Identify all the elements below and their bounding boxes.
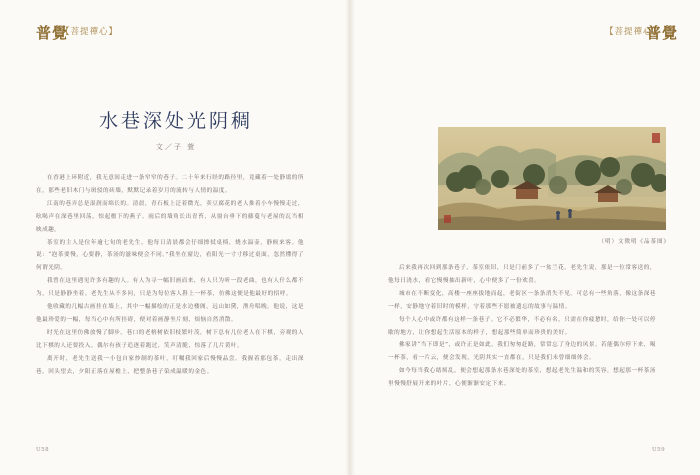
right-body-text [388, 262, 656, 391]
right-page [350, 0, 700, 475]
section-tag: 【菩提禪心】 [605, 27, 663, 37]
paragraph: 江南的巷弄总是湿润而绵长的。清晨，青石板上泛着微光，卖豆腐花的老人推着小车慢慢走过，吆喝声在深巷里回荡，惊起檐下的燕子。雨后的墙角长出青苔，从窗台垂下的藤蔓与老屋的瓦当相映成趣。 [36, 200, 304, 233]
paragraph: 在香港上环附近，我无意间走进一条窄窄的巷子。二十年来行经的路径里，竟藏着一处静谧的所在，那些老旧木门与斑驳的砖墙，默默记录着岁月的流转与人情的温度。 [36, 175, 304, 194]
paragraph: 茶室的主人是位年逾七旬的老先生，他每日清晨都会仔细擦拭桌椅，烧水温壶，静候来客。他说：“泡茶要慢，心要静，茶汤的滋味便会不同。”我坐在窗边，看阳光一寸寸移过桌面，忽然懂得了何谓光阴。 [36, 239, 304, 272]
paragraph: 他收藏的几幅古画挂在墙上，其中一幅描绘的正是水边楼阁，远山如黛，渔舟唱晚。他说，这是他最珍爱的一幅，每当心中有所挂碍，便对着画静坐片刻，烦恼自然消散。 [36, 304, 304, 323]
section-tag: 【菩提禪心】 [61, 27, 119, 37]
magazine-logo: 普覺 [36, 24, 69, 42]
page-number-right: U59 [652, 447, 666, 453]
article-byline: 文／子 萱 [155, 143, 197, 151]
paragraph: 城市在不断变化，高楼一座座拔地而起，老街区一条条消失不见。可总有一些角落，像这条深巷一样，安静地守着旧时的模样，守着那些不愿被遗忘的故事与温情。 [388, 290, 656, 310]
paragraph: 后来我再次回到那条巷子，茶室依旧，只是门前多了一盆兰花。老先生说，那是一位常客送的，他每日浇水，看它慢慢抽出新叶，心中便多了一份欢喜。 [388, 265, 656, 284]
paragraph: 时光在这里仿佛放慢了脚步。巷口的老榕树依旧枝繁叶茂，树下总有几位老人在下棋，旁观的人比下棋的人还要投入。偶尔有孩子追逐着跑过，笑声清脆，惊落了几片黄叶。 [36, 329, 304, 349]
painting-artwork [438, 127, 666, 230]
paragraph: 离开时，老先生送我一小包自家炒制的茶叶，叮嘱我回家后慢慢品尝。我握着那包茶，走出深巷，回头望去，夕阳正落在屋檐上，把整条巷子染成温暖的金色。 [36, 355, 304, 375]
painting-caption: （明）文徵明《品茶图》 [598, 239, 670, 245]
book-gutter [345, 0, 355, 475]
paragraph: 佛家讲“当下即是”，或许正是如此。我们匆匆赶路，常常忘了身边的风景。若能偶尔停下来，喝一杯茶，看一片云，便会发现，光阴其实一直都在，只是我们未曾细细体会。 [388, 342, 656, 362]
article-title: 水巷深处光阴稠 [98, 110, 253, 132]
paragraph: 如今每当我心绪烦乱，便会想起那条水巷深处的茶室，想起老先生温和的笑容，想起那一杯茶汤里慢慢舒展开来的叶片，心便渐渐安定下来。 [388, 368, 656, 388]
left-body-text [36, 172, 304, 379]
paragraph: 我曾在这里遇见许多有趣的人。有人为寻一幅旧画而来，有人只为听一段老曲，也有人什么都不为，只是静静坐着。老先生从不多问，只是为每位客人斟上一杯茶，仿佛这便是他最好的招呼。 [36, 278, 304, 298]
page-number-left: U58 [36, 447, 50, 453]
landscape-painting [438, 127, 666, 230]
paragraph: 每个人心中或许都有这样一条巷子。它不必繁华，不必有名，只需在你疲惫时，给你一处可以停歇的地方，让你想起生活原本的样子，想起那些简单而珍贵的美好。 [388, 316, 656, 336]
magazine-logo: 普覺 [646, 24, 679, 42]
